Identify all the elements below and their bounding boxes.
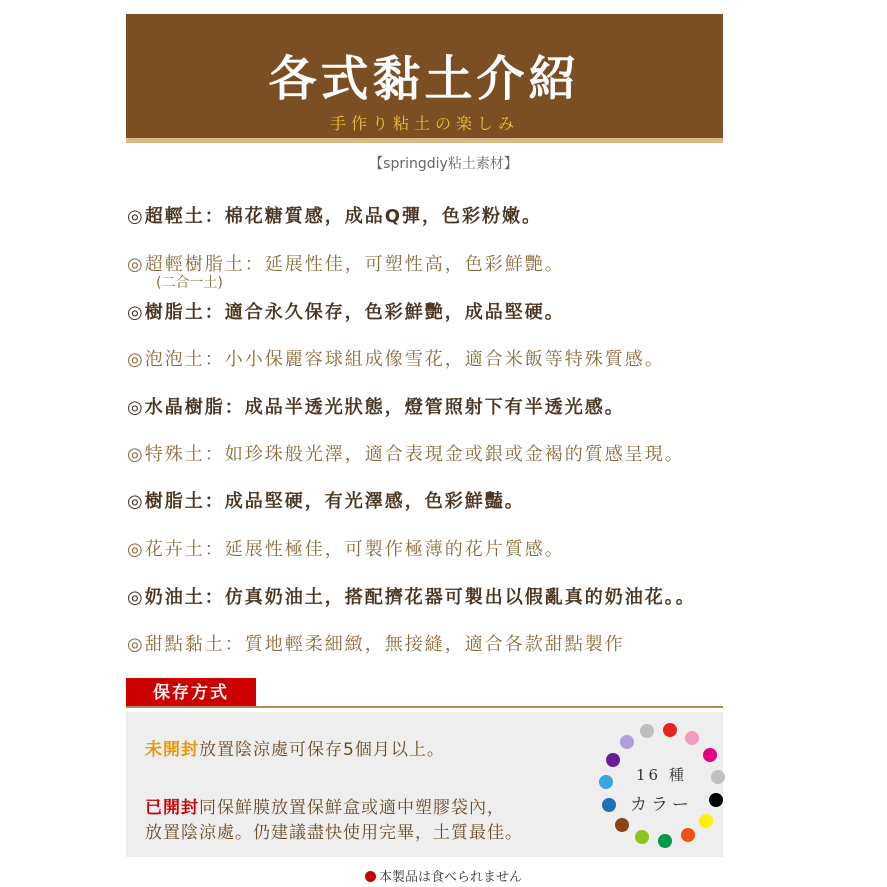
color-dot xyxy=(615,818,629,832)
clay-item xyxy=(127,393,625,419)
bullet-icon: ◎ xyxy=(127,397,145,418)
clay-name: 樹脂土 xyxy=(144,302,205,323)
color-dot xyxy=(681,828,695,842)
bullet-icon: ◎ xyxy=(127,206,145,227)
page-subtitle: 手作り粘土の楽しみ xyxy=(329,114,519,133)
bullet-icon: ◎ xyxy=(127,302,145,323)
clay-name: 泡泡土 xyxy=(144,349,205,370)
clay-description: ：成品半透光狀態，燈管照射下有半透光感。 xyxy=(224,397,625,418)
clay-name: 水晶樹脂 xyxy=(144,397,225,418)
clay-description: ：成品堅硬，有光澤感，色彩鮮豔。 xyxy=(204,491,525,512)
unopened-label: 未開封 xyxy=(145,740,199,760)
opened-text: 同保鮮膜放置保鮮盒或適中塑膠袋內， xyxy=(199,798,505,818)
clay-item xyxy=(127,630,625,656)
bullet-icon: ◎ xyxy=(127,539,145,560)
item-note: (二合一土) xyxy=(156,275,223,291)
color-count-label: 16 種 xyxy=(636,766,687,784)
page-title: 各式黏土介紹 xyxy=(268,51,581,107)
clay-item xyxy=(127,440,685,466)
clay-description: ：小小保麗容球組成像雪花，適合米飯等特殊質感。 xyxy=(204,349,665,370)
red-dot-icon xyxy=(365,871,376,882)
opened-label: 已開封 xyxy=(145,798,199,818)
color-dot xyxy=(699,814,713,828)
color-label: カラー xyxy=(630,795,693,815)
source-label: 【springdiy粘土素材】 xyxy=(369,156,518,172)
color-dot xyxy=(602,798,616,812)
clay-name: 花卉土 xyxy=(144,539,205,560)
clay-name: 奶油土 xyxy=(144,587,205,608)
color-dot xyxy=(703,748,717,762)
footer-text: 本製品は食べられません xyxy=(378,870,522,885)
clay-name: 樹脂土 xyxy=(144,491,205,512)
color-dot xyxy=(663,723,677,737)
clay-name: 特殊土 xyxy=(144,444,205,465)
bullet-icon: ◎ xyxy=(127,254,145,275)
clay-item xyxy=(127,298,565,324)
title-banner xyxy=(126,14,723,143)
bullet-icon: ◎ xyxy=(127,634,145,655)
clay-description: ：適合永久保存，色彩鮮艷，成品堅硬。 xyxy=(204,302,565,323)
color-dot xyxy=(620,735,634,749)
color-dot xyxy=(640,724,654,738)
unopened-text: 放置陰涼處可保存5個月以上。 xyxy=(199,740,445,760)
clay-item xyxy=(127,535,565,561)
clay-description: ：延展性佳，可塑性高，色彩鮮艷。 xyxy=(244,254,565,275)
bullet-icon: ◎ xyxy=(127,491,145,512)
clay-item xyxy=(127,345,665,371)
clay-name: 超輕樹脂土 xyxy=(144,254,245,275)
clay-item xyxy=(127,583,696,609)
clay-description: ：質地輕柔細緻，無接縫，適合各款甜點製作 xyxy=(224,634,625,655)
bullet-icon: ◎ xyxy=(127,349,145,370)
color-dot xyxy=(685,731,699,745)
footer-notice xyxy=(0,866,887,885)
clay-item xyxy=(127,202,542,228)
color-dot xyxy=(658,834,672,848)
clay-description: ：仿真奶油土，搭配擠花器可製出以假亂真的奶油花。。 xyxy=(204,587,696,608)
storage-line-unopened xyxy=(145,735,445,760)
color-dot xyxy=(635,830,649,844)
storage-line-opened xyxy=(145,793,505,818)
clay-description: ：如珍珠般光澤，適合表現金或銀或金褐的質感呈現。 xyxy=(204,444,685,465)
color-dot xyxy=(709,793,723,807)
color-dot xyxy=(606,753,620,767)
bullet-icon: ◎ xyxy=(127,587,145,608)
clay-description: ：延展性極佳，可製作極薄的花片質感。 xyxy=(204,539,565,560)
clay-name: 甜點黏土 xyxy=(144,634,225,655)
color-dot xyxy=(599,775,613,789)
storage-line-opened-2: 放置陰涼處。仍建議盡快使用完畢，土質最佳。 xyxy=(145,823,523,843)
clay-description: ：棉花糖質感，成品Q彈，色彩粉嫩。 xyxy=(204,206,543,227)
color-dot xyxy=(711,770,725,784)
banner-stripe xyxy=(126,138,723,143)
storage-divider xyxy=(126,706,723,708)
clay-item xyxy=(127,487,525,513)
bullet-icon: ◎ xyxy=(127,444,145,465)
storage-tab: 保存方式 xyxy=(126,678,256,708)
clay-name: 超輕土 xyxy=(144,206,205,227)
